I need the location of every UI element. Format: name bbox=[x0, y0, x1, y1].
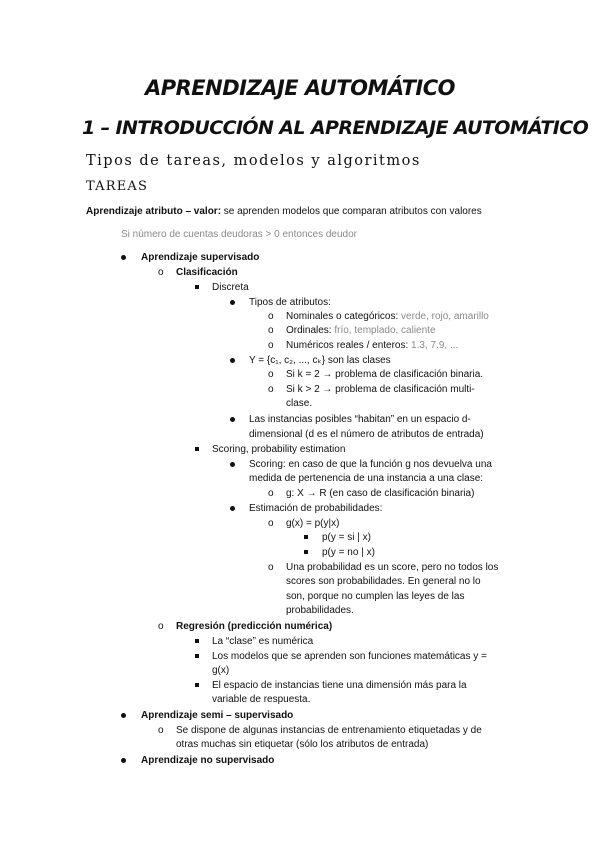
tipos-atributos: Tipos de atributos: bbox=[249, 297, 331, 308]
attr-value-line bbox=[86, 205, 482, 218]
espacio-line1: El espacio de instancias tiene una dimensión más para la bbox=[212, 680, 467, 691]
attr-text: se aprenden modelos que comparan atributos con valores bbox=[221, 206, 482, 217]
bullet-square-icon bbox=[304, 546, 308, 559]
prob-line3: son, porque no cumplen las leyes de las bbox=[286, 591, 465, 602]
regresion-heading: Regresión (predicción numérica) bbox=[176, 621, 333, 632]
bullet-circle-icon bbox=[268, 561, 274, 574]
bullet-square-icon bbox=[195, 443, 199, 456]
estimacion-item: Estimación de probabilidades: bbox=[249, 503, 383, 514]
bullet-dot-icon bbox=[230, 502, 235, 515]
scoring-title: Scoring, probability estimation bbox=[212, 444, 346, 455]
bullet-square-icon bbox=[195, 635, 199, 648]
p-si-item: p(y = si | x) bbox=[322, 532, 371, 543]
bullet-circle-icon bbox=[268, 324, 274, 337]
scoring-line1: Scoring: en caso de que la función g nos devuelva una bbox=[249, 459, 492, 470]
semi-line1: Se dispone de algunas instancias de entrenamiento etiquetadas y de bbox=[176, 725, 482, 736]
bullet-circle-icon bbox=[268, 310, 274, 323]
bullet-dot-icon bbox=[230, 413, 235, 426]
bullet-circle-icon bbox=[268, 368, 274, 381]
semi-line2: otras muchas sin etiquetar (sólo los atributos de entrada) bbox=[176, 739, 429, 750]
numericos-values: 1.3, 7.9, ... bbox=[408, 340, 459, 351]
scoring-line2: medida de pertenencia de una instancia a una clase: bbox=[249, 473, 484, 484]
instancias-line1: Las instancias posibles “habitan” en un espacio d- bbox=[249, 414, 471, 425]
numericos-item bbox=[286, 339, 458, 352]
example-text: Si número de cuentas deudoras > 0 entonces deudor bbox=[121, 229, 357, 240]
bullet-dot-icon bbox=[121, 709, 126, 722]
section-heading: 1 – INTRODUCCIÓN AL APRENDIZAJE AUTOMÁTICO bbox=[82, 117, 589, 139]
clase-numerica: La “clase” es numérica bbox=[212, 636, 314, 647]
bullet-circle-icon bbox=[268, 339, 274, 352]
attr-label: Aprendizaje atributo – valor: bbox=[86, 206, 222, 217]
bullet-dot-icon bbox=[230, 354, 235, 367]
bullet-circle-icon bbox=[268, 383, 274, 396]
bullet-dot-icon bbox=[230, 458, 235, 471]
p-no-item: p(y = no | x) bbox=[322, 547, 375, 558]
numericos-label: Numéricos reales / enteros: bbox=[286, 340, 409, 351]
bullet-circle-icon bbox=[158, 724, 164, 737]
no-supervisado-heading: Aprendizaje no supervisado bbox=[141, 755, 275, 766]
instancias-line2: dimensional (d es el número de atributos de entrada) bbox=[249, 429, 484, 440]
clasificacion-heading: Clasificación bbox=[176, 267, 238, 278]
bullet-circle-icon bbox=[268, 517, 274, 530]
ordinales-values: frío, templado, caliente bbox=[331, 325, 436, 336]
modelos-line1: Los modelos que se aprenden son funciones matemáticas y = bbox=[212, 651, 487, 662]
prob-line2: scores son probabilidades. En general no lo bbox=[286, 576, 481, 587]
prob-line4: probabilidades. bbox=[286, 605, 354, 616]
clases-item: Y = {c₁, c₂, ..., cₖ} son las clases bbox=[249, 355, 391, 366]
bullet-dot-icon bbox=[121, 251, 126, 264]
nominales-values: verde, rojo, amarillo bbox=[398, 311, 489, 322]
bullet-square-icon bbox=[304, 531, 308, 544]
discreta-item: Discreta bbox=[212, 282, 249, 293]
prob-line1: Una probabilidad es un score, pero no todos los bbox=[286, 562, 499, 573]
tareas-heading: TAREAS bbox=[86, 179, 149, 194]
ordinales-label: Ordinales: bbox=[286, 325, 332, 336]
supervisado-heading: Aprendizaje supervisado bbox=[141, 252, 260, 263]
espacio-line2: variable de respuesta. bbox=[212, 694, 311, 705]
bullet-circle-icon bbox=[158, 620, 164, 633]
bullet-dot-icon bbox=[230, 296, 235, 309]
bullet-dot-icon bbox=[121, 754, 126, 767]
modelos-line2: g(x) bbox=[212, 665, 230, 676]
bullet-square-icon bbox=[195, 679, 199, 692]
nominales-item bbox=[286, 310, 489, 323]
kmulti-line1: Si k > 2 → problema de clasificación multi- bbox=[286, 384, 475, 395]
ordinales-item bbox=[286, 324, 436, 337]
gx-item: g(x) = p(y|x) bbox=[286, 518, 340, 529]
g-binaria: g: X → R (en caso de clasificación binaria) bbox=[286, 488, 475, 499]
nominales-label: Nominales o categóricos: bbox=[286, 311, 399, 322]
bullet-circle-icon bbox=[158, 266, 164, 279]
bullet-square-icon bbox=[195, 281, 199, 294]
bullet-square-icon bbox=[195, 650, 199, 663]
semi-heading: Aprendizaje semi – supervisado bbox=[141, 710, 294, 721]
k2-item: Si k = 2 → problema de clasificación binaria. bbox=[286, 369, 484, 380]
subheading: Tipos de tareas, modelos y algoritmos bbox=[86, 153, 421, 169]
kmulti-line2: clase. bbox=[286, 398, 313, 409]
page-title: APRENDIZAJE AUTOMÁTICO bbox=[144, 76, 455, 100]
bullet-circle-icon bbox=[268, 487, 274, 500]
